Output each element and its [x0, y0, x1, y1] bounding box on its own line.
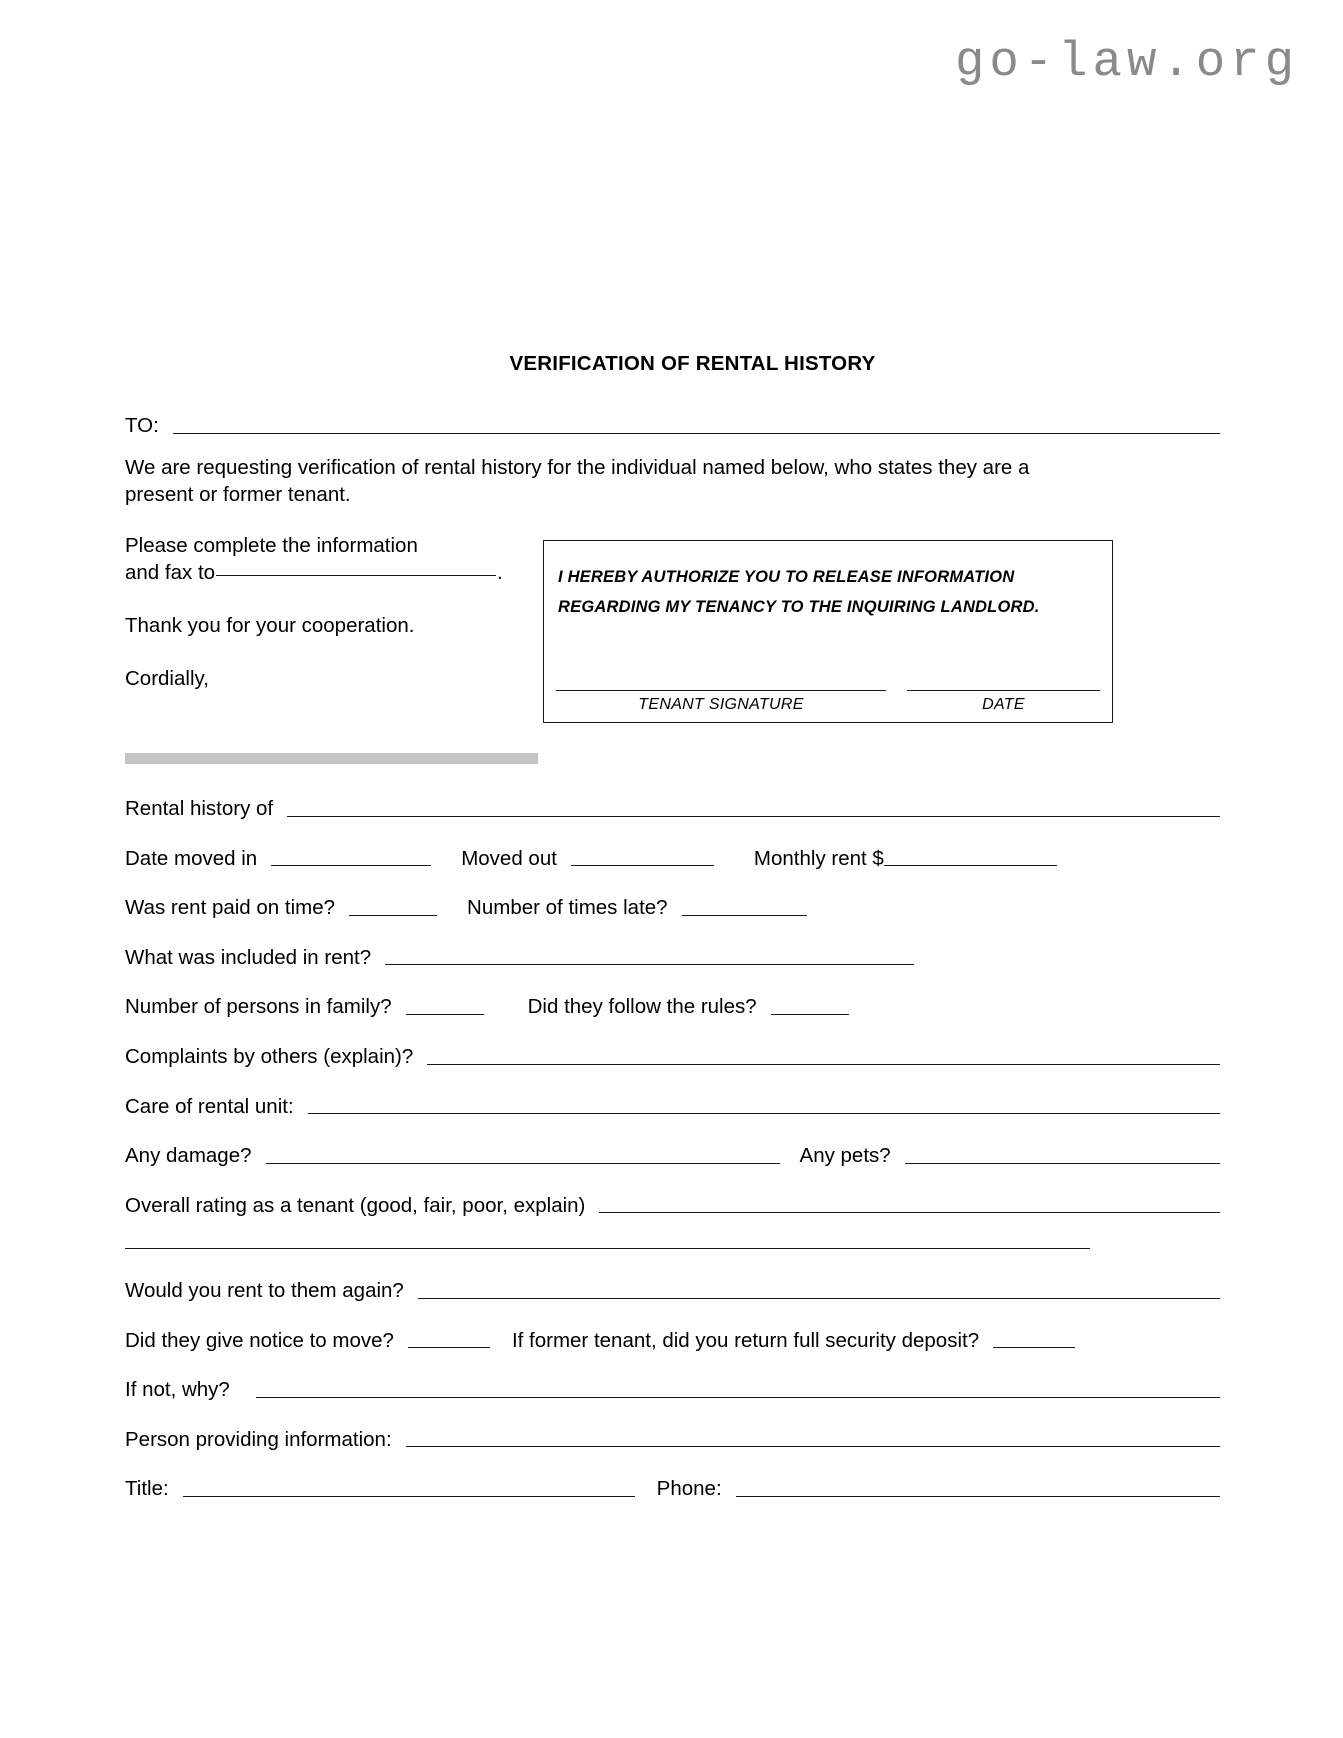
- included-in-rent-label: What was included in rent?: [125, 945, 372, 969]
- closing-line: Cordially,: [125, 667, 209, 691]
- authorization-line-1: I HEREBY AUTHORIZE YOU TO RELEASE INFORMATION: [558, 568, 1015, 587]
- field-row-person-providing-information: [125, 1429, 1220, 1452]
- please-complete-block: [125, 532, 555, 586]
- signature-date-rule[interactable]: [907, 690, 1100, 691]
- section-divider-wrap: [125, 753, 1220, 764]
- rent-paid-on-time-input-rule[interactable]: [349, 915, 437, 916]
- number-of-times-late-label: Number of times late?: [467, 896, 668, 920]
- gave-notice-input-rule[interactable]: [408, 1347, 490, 1348]
- gray-divider-bar: [125, 753, 538, 764]
- security-deposit-input-rule[interactable]: [993, 1347, 1075, 1348]
- overall-rating-input-rule[interactable]: [599, 1212, 1220, 1213]
- phone-label: Phone:: [656, 1477, 722, 1501]
- authorization-text: [558, 563, 1098, 622]
- fax-number-input-rule[interactable]: [216, 575, 496, 576]
- to-input-rule[interactable]: [173, 433, 1220, 434]
- included-in-rent-input-rule[interactable]: [385, 964, 914, 965]
- if-not-why-input-rule[interactable]: [256, 1397, 1220, 1398]
- title-label: Title:: [125, 1477, 169, 1501]
- gave-notice-label: Did they give notice to move?: [125, 1328, 394, 1352]
- field-row-overall-rating: [125, 1195, 1220, 1218]
- title-input-rule[interactable]: [183, 1496, 635, 1497]
- field-row-rental-history-of: [125, 798, 1220, 821]
- monthly-rent-label: Monthly rent $: [753, 846, 884, 870]
- follow-the-rules-input-rule[interactable]: [771, 1014, 849, 1015]
- tenant-signature-caption: TENANT SIGNATURE: [638, 696, 804, 714]
- watermark-go-law-org: go-law.org: [954, 34, 1299, 90]
- signature-area: [556, 690, 1100, 714]
- number-of-times-late-input-rule[interactable]: [682, 915, 807, 916]
- if-not-why-label: If not, why?: [125, 1378, 230, 1402]
- field-row-dates-and-rent: [125, 848, 1220, 871]
- persons-in-family-input-rule[interactable]: [406, 1014, 484, 1015]
- field-row-care-of-rental-unit: [125, 1096, 1220, 1119]
- signature-date-field[interactable]: [907, 690, 1100, 714]
- person-providing-information-input-rule[interactable]: [406, 1446, 1220, 1447]
- monthly-rent-input-rule[interactable]: [884, 865, 1057, 866]
- tenant-signature-field[interactable]: [556, 690, 886, 714]
- tenant-signature-rule[interactable]: [556, 690, 886, 691]
- complaints-by-others-label: Complaints by others (explain)?: [125, 1045, 414, 1069]
- field-row-complaints-by-others: [125, 1046, 1220, 1069]
- intro-paragraph: We are requesting verification of rental history for the individual named below, who states they are a present or former tenant.: [125, 456, 1030, 506]
- rental-history-fields: [125, 798, 1220, 1501]
- rent-paid-on-time-label: Was rent paid on time?: [125, 896, 336, 920]
- field-row-included-in-rent: [125, 947, 1220, 970]
- authorization-line-2: REGARDING MY TENANCY TO THE INQUIRING LANDLORD.: [558, 597, 1040, 616]
- field-row-if-not-why: [125, 1379, 1220, 1402]
- signature-date-caption: DATE: [982, 696, 1025, 714]
- moved-out-label: Moved out: [461, 846, 557, 870]
- rental-history-of-input-rule[interactable]: [287, 816, 1220, 817]
- field-row-rent-again: [125, 1280, 1220, 1303]
- care-of-rental-unit-label: Care of rental unit:: [125, 1094, 294, 1118]
- any-damage-input-rule[interactable]: [266, 1163, 780, 1164]
- person-providing-information-label: Person providing information:: [125, 1427, 392, 1451]
- moved-out-input-rule[interactable]: [571, 865, 714, 866]
- any-pets-label: Any pets?: [799, 1144, 891, 1168]
- date-moved-in-input-rule[interactable]: [271, 865, 431, 866]
- field-row-damage-and-pets: [125, 1145, 1220, 1168]
- authorization-box: [543, 540, 1113, 723]
- document-content: [125, 352, 1220, 1501]
- fax-period: .: [497, 561, 503, 585]
- letter-and-authorization-section: [125, 532, 1220, 732]
- page-title: VERIFICATION OF RENTAL HISTORY: [509, 352, 876, 375]
- field-row-title-and-phone: [125, 1478, 1220, 1501]
- persons-in-family-label: Number of persons in family?: [125, 995, 392, 1019]
- field-row-family-and-rules: [125, 996, 1220, 1019]
- rental-history-of-label: Rental history of: [125, 797, 274, 821]
- follow-the-rules-label: Did they follow the rules?: [527, 995, 757, 1019]
- to-field-row: [125, 414, 1220, 438]
- phone-input-rule[interactable]: [736, 1496, 1220, 1497]
- overall-rating-continuation-rule[interactable]: [125, 1248, 1090, 1249]
- thank-you-line: Thank you for your cooperation.: [125, 614, 415, 638]
- field-row-rent-paid-on-time: [125, 897, 1220, 920]
- any-damage-label: Any damage?: [125, 1144, 252, 1168]
- field-row-notice-and-deposit: [125, 1330, 1220, 1353]
- and-fax-to-label: and fax to: [125, 561, 216, 585]
- letter-left-column: [125, 532, 555, 692]
- date-moved-in-label: Date moved in: [125, 846, 258, 870]
- any-pets-input-rule[interactable]: [905, 1163, 1220, 1164]
- please-complete-line1: Please complete the information: [125, 534, 418, 558]
- to-label: TO:: [125, 414, 159, 437]
- overall-rating-label: Overall rating as a tenant (good, fair, poor, explain): [125, 1193, 586, 1217]
- care-of-rental-unit-input-rule[interactable]: [308, 1113, 1220, 1114]
- rent-again-label: Would you rent to them again?: [125, 1279, 404, 1303]
- security-deposit-label: If former tenant, did you return full security deposit?: [511, 1328, 980, 1352]
- complaints-by-others-input-rule[interactable]: [427, 1064, 1220, 1065]
- rent-again-input-rule[interactable]: [418, 1298, 1220, 1299]
